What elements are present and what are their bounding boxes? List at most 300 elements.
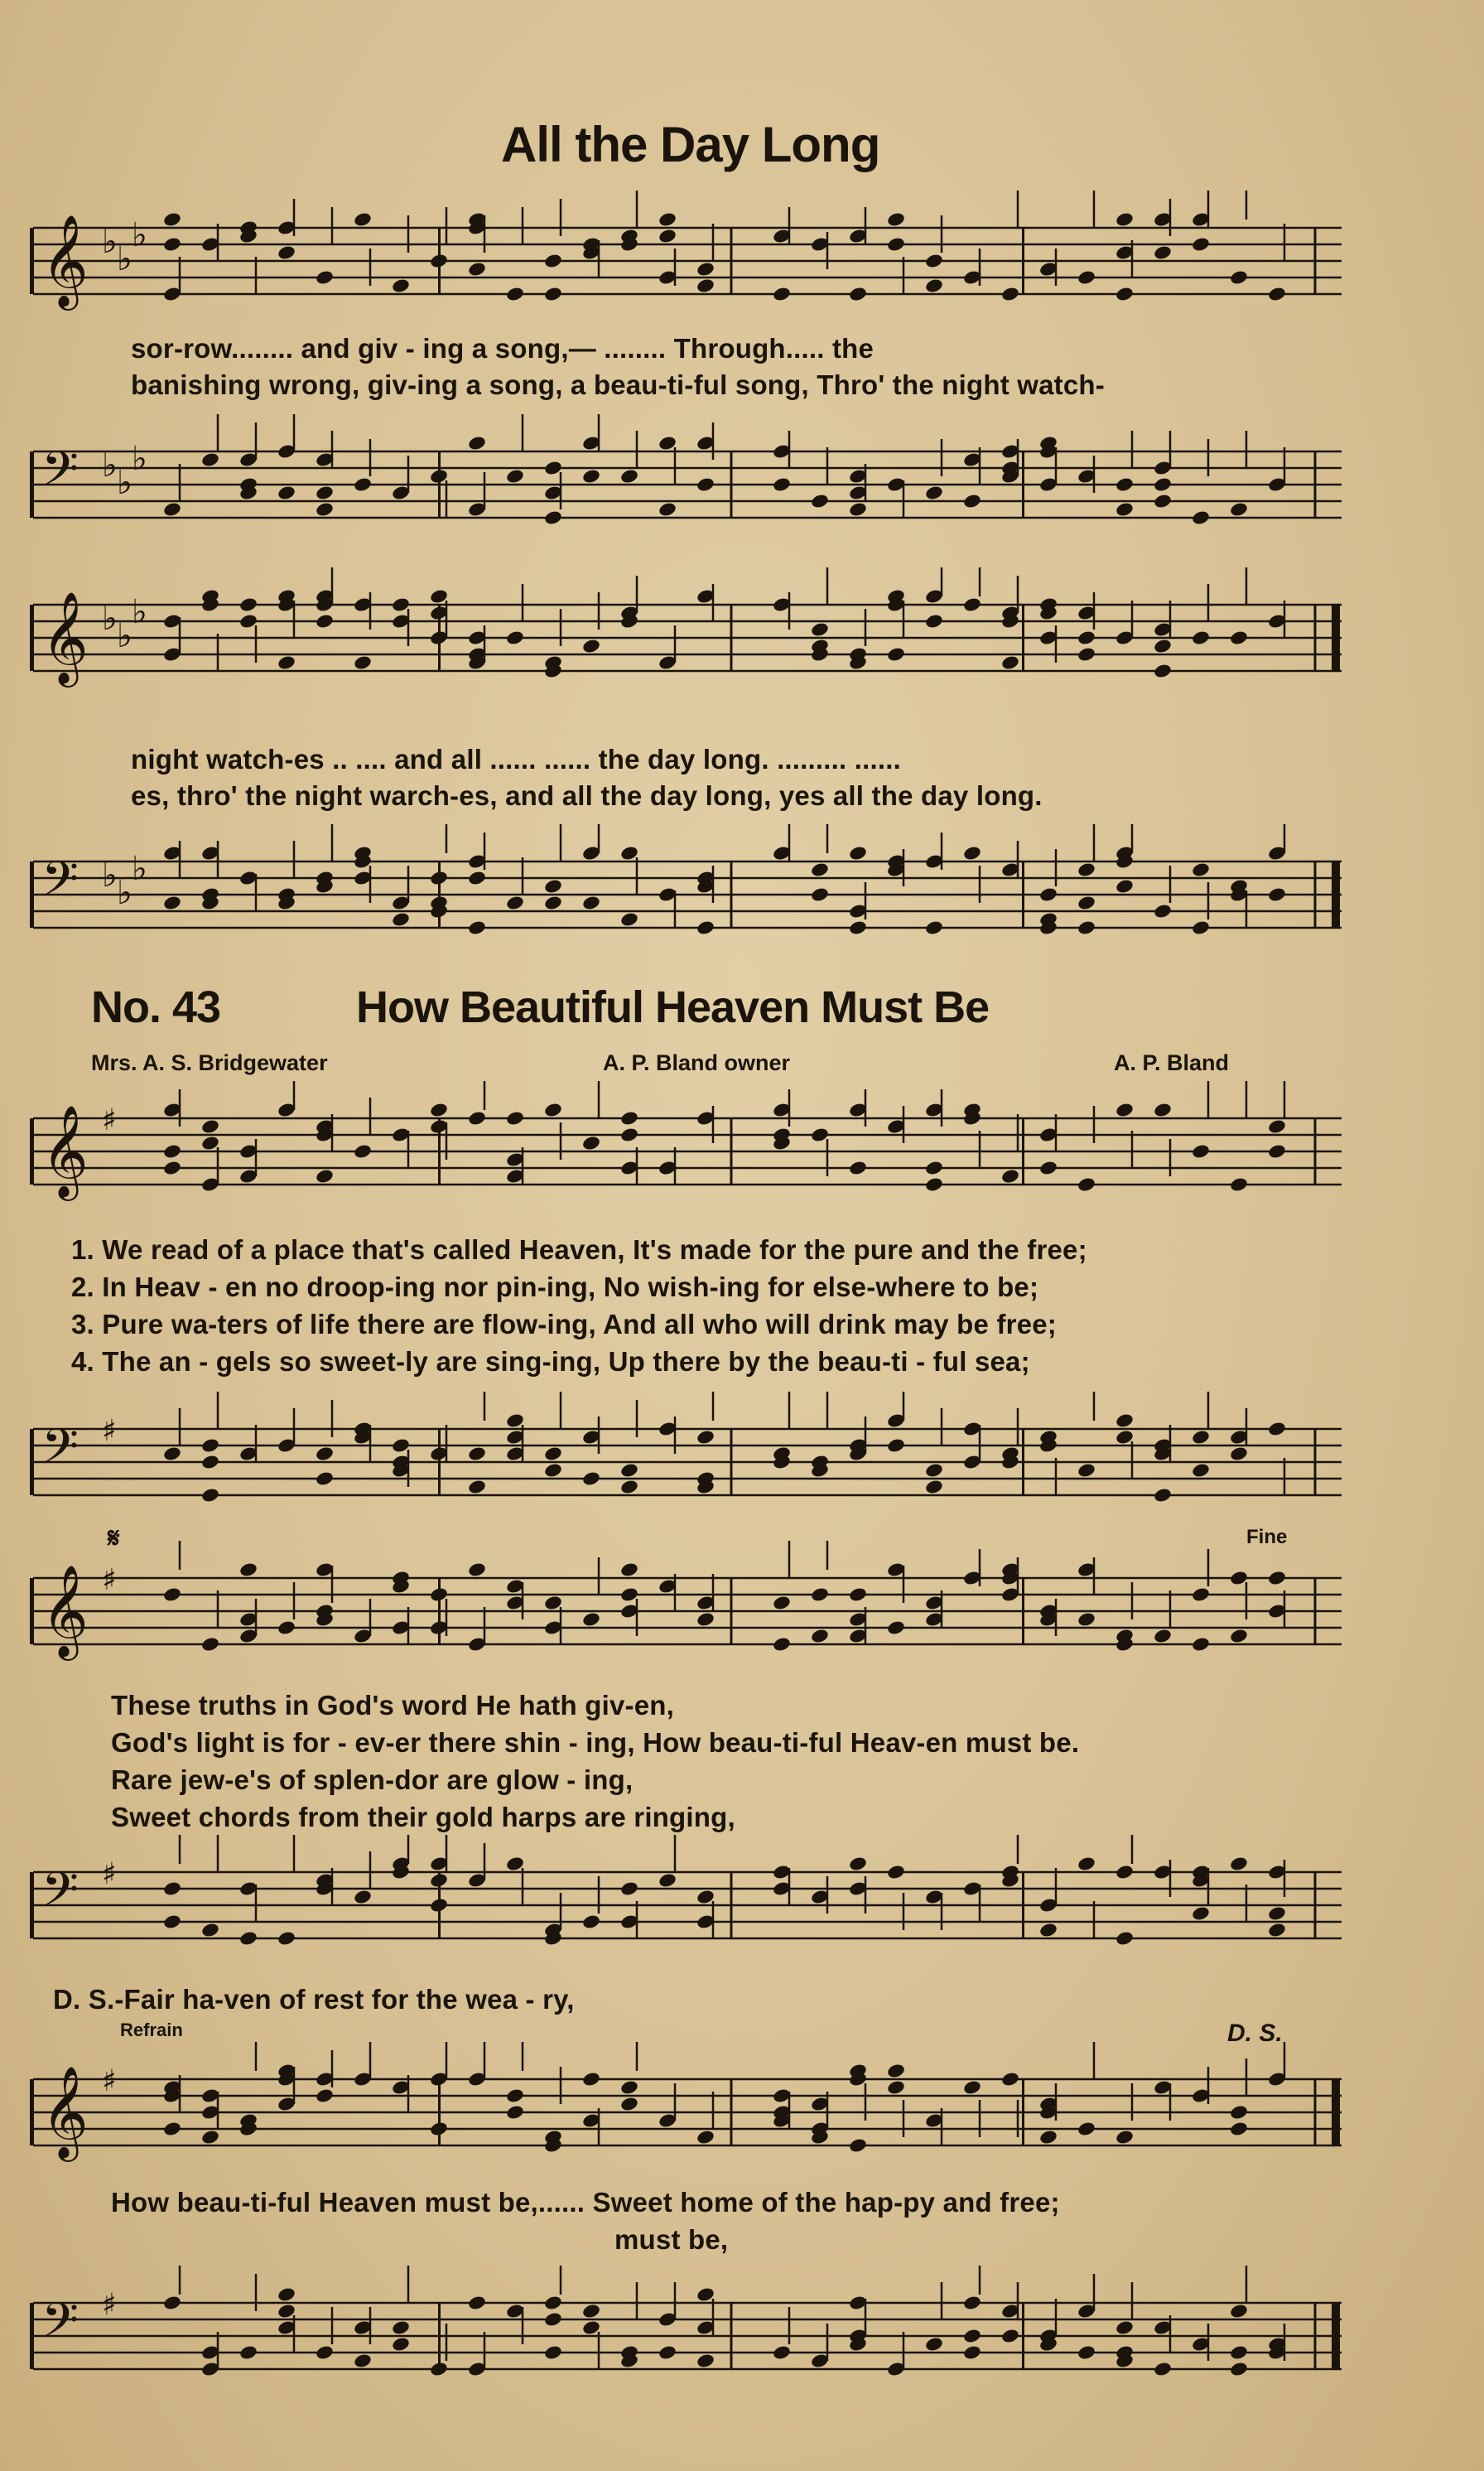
notehead-icon <box>810 621 830 638</box>
notehead-icon <box>658 228 677 244</box>
notehead-icon <box>772 2344 792 2361</box>
notehead-icon <box>696 1611 716 1628</box>
staff-lines <box>23 2042 1348 2183</box>
notehead-icon <box>1115 878 1135 895</box>
notehead-icon <box>1153 493 1173 509</box>
notehead-icon <box>162 1880 182 1897</box>
notehead-icon <box>1191 1143 1211 1160</box>
notehead-icon <box>1267 1421 1287 1437</box>
notehead-icon <box>1191 861 1211 878</box>
sharp-icon: ♯ <box>102 1563 117 1597</box>
notehead-icon <box>1229 501 1249 518</box>
notehead-icon <box>353 476 373 493</box>
notehead-icon <box>315 269 335 286</box>
notehead-icon <box>924 2336 944 2353</box>
sharp-icon: ♯ <box>102 1414 117 1448</box>
notehead-icon <box>1229 2121 1249 2137</box>
notehead-icon <box>505 895 525 911</box>
notehead-icon <box>1191 1905 1211 1922</box>
notehead-icon <box>1153 476 1173 493</box>
flat-icon: ♭ <box>132 593 147 631</box>
notehead-icon <box>581 1135 601 1151</box>
song2-staff-1-bass <box>23 1392 1348 1532</box>
notehead-icon <box>581 1611 601 1628</box>
notehead-icon <box>772 1595 792 1611</box>
notehead-icon <box>848 501 868 518</box>
bass-clef-icon: 𝄢 <box>41 851 80 919</box>
notehead-icon <box>772 1636 792 1653</box>
notehead-icon <box>467 870 487 886</box>
notehead-icon <box>1191 236 1211 253</box>
notehead-icon <box>429 1102 449 1118</box>
notehead-icon <box>696 476 716 493</box>
notehead-icon <box>810 1586 830 1603</box>
notehead-icon <box>429 1897 449 1914</box>
notehead-icon <box>1077 269 1096 286</box>
notehead-icon <box>1229 2104 1249 2121</box>
notehead-icon <box>696 2353 716 2369</box>
staff-lines <box>23 1835 1348 1976</box>
notehead-icon <box>962 2295 982 2311</box>
notehead-icon <box>1153 2361 1173 2377</box>
notehead-icon <box>886 2063 906 2079</box>
notehead-icon <box>1115 476 1135 493</box>
notehead-icon <box>696 1429 716 1445</box>
notehead-icon <box>429 1872 449 1889</box>
notehead-icon <box>848 845 868 861</box>
flat-icon: ♭ <box>132 850 147 888</box>
staff-lines <box>23 1081 1348 1222</box>
notehead-icon <box>1038 1922 1058 1938</box>
treble-clef-icon: 𝄞 <box>41 214 89 306</box>
notehead-icon <box>658 2344 677 2361</box>
song1-lyric-line-3: night watch-es .. .... and all ...... ...... the day long. ......... ...... <box>131 744 901 775</box>
notehead-icon <box>505 2087 525 2104</box>
notehead-icon <box>1077 1856 1096 1872</box>
fine-mark: Fine <box>1246 1526 1288 1548</box>
notehead-icon <box>315 613 335 630</box>
notehead-icon <box>886 211 906 228</box>
notehead-icon <box>581 2303 601 2319</box>
notehead-icon <box>1229 269 1249 286</box>
notehead-icon <box>543 286 563 302</box>
bass-clef-icon: 𝄢 <box>41 1861 80 1929</box>
flat-icon: ♭ <box>117 464 132 502</box>
notehead-icon <box>1115 211 1135 228</box>
notehead-icon <box>1000 2328 1020 2344</box>
song2-staff-2-bass <box>23 1835 1348 1976</box>
song1-lyric-line-4: es, thro' the night warch-es, and all the day long, yes all the day long. <box>131 780 1043 811</box>
notehead-icon <box>1077 919 1096 936</box>
notehead-icon <box>581 468 601 485</box>
bass-clef-icon: 𝄢 <box>41 441 80 509</box>
notehead-icon <box>467 1445 487 1462</box>
final-bar <box>1332 861 1340 928</box>
notehead-icon <box>467 435 487 451</box>
notehead-icon <box>1000 1168 1020 1185</box>
notehead-icon <box>162 1143 182 1160</box>
song1-lyric-line-1: sor-row........ and giv - ing a song,— ........ Through..... the <box>131 333 874 364</box>
staff-lines <box>23 2266 1348 2406</box>
segno-mark: 𝄋 <box>108 1523 120 1554</box>
notehead-icon <box>962 2328 982 2344</box>
notehead-icon <box>353 1143 373 1160</box>
notehead-icon <box>886 1864 906 1880</box>
notehead-icon <box>1000 654 1020 671</box>
notehead-icon <box>543 2344 563 2361</box>
notehead-icon <box>429 2361 449 2377</box>
notehead-icon <box>1115 286 1135 302</box>
notehead-icon <box>238 2344 258 2361</box>
notehead-icon <box>848 2137 868 2154</box>
notehead-icon <box>962 493 982 509</box>
notehead-icon <box>1153 638 1173 654</box>
song2-composer: A. P. Bland <box>1114 1050 1230 1075</box>
notehead-icon <box>1229 630 1249 646</box>
notehead-icon <box>467 919 487 936</box>
notehead-icon <box>810 861 830 878</box>
notehead-icon <box>962 2344 982 2361</box>
notehead-icon <box>1191 1429 1211 1445</box>
notehead-icon <box>162 1160 182 1176</box>
notehead-icon <box>1115 1864 1135 1880</box>
notehead-icon <box>1077 1462 1096 1479</box>
notehead-icon <box>429 2121 449 2137</box>
notehead-icon <box>1077 630 1096 646</box>
notehead-icon <box>238 596 258 613</box>
flat-icon: ♭ <box>102 600 118 638</box>
notehead-icon <box>353 211 373 228</box>
notehead-icon <box>200 451 220 468</box>
notehead-icon <box>1115 1102 1135 1118</box>
notehead-icon <box>619 1110 639 1127</box>
song2-verse-b-2: God's light is for - ev-er there shin - ing, How beau-ti-ful Heav-en must be. <box>111 1727 1080 1758</box>
notehead-icon <box>1115 1412 1135 1429</box>
notehead-icon <box>353 1889 373 1905</box>
notehead-icon <box>810 886 830 903</box>
notehead-icon <box>467 261 487 278</box>
song2-staff-2-treble <box>23 1541 1348 1682</box>
flat-icon: ♭ <box>102 446 118 485</box>
notehead-icon <box>924 278 944 294</box>
notehead-icon <box>1077 895 1096 911</box>
notehead-icon <box>581 638 601 654</box>
notehead-icon <box>924 485 944 501</box>
staff-lines <box>23 414 1348 555</box>
notehead-icon <box>1191 1586 1211 1603</box>
notehead-icon <box>1267 1143 1287 1160</box>
notehead-icon <box>658 1872 677 1889</box>
notehead-icon <box>924 1176 944 1193</box>
notehead-icon <box>658 501 677 518</box>
staff-lines <box>23 191 1348 331</box>
song1-staff-1-bass <box>23 414 1348 555</box>
notehead-icon <box>1191 1636 1211 1653</box>
sharp-icon: ♯ <box>102 2288 117 2322</box>
flat-icon: ♭ <box>132 216 147 254</box>
notehead-icon <box>162 2121 182 2137</box>
notehead-icon <box>162 1586 182 1603</box>
notehead-icon <box>277 2286 296 2303</box>
notehead-icon <box>200 1487 220 1503</box>
notehead-icon <box>581 2071 601 2087</box>
notehead-icon <box>353 654 373 671</box>
notehead-icon <box>886 2079 906 2096</box>
notehead-icon <box>1191 919 1211 936</box>
refrain-staff-treble <box>23 2042 1348 2183</box>
notehead-icon <box>1153 663 1173 679</box>
notehead-icon <box>1229 2344 1249 2361</box>
staff-lines <box>23 1392 1348 1532</box>
refrain-staff-bass <box>23 2266 1348 2406</box>
notehead-icon <box>391 911 411 928</box>
notehead-icon <box>1153 244 1173 261</box>
notehead-icon <box>619 1561 639 1578</box>
notehead-icon <box>962 2079 982 2096</box>
notehead-icon <box>696 2129 716 2145</box>
notehead-icon <box>543 1102 563 1118</box>
staff-lines <box>23 1541 1348 1682</box>
flat-icon: ♭ <box>132 440 147 478</box>
final-bar <box>1332 2303 1340 2369</box>
notehead-icon <box>886 646 906 663</box>
notehead-icon <box>543 1445 563 1462</box>
notehead-icon <box>505 630 525 646</box>
notehead-icon <box>848 1586 868 1603</box>
notehead-icon <box>772 476 792 493</box>
notehead-icon <box>1038 2129 1058 2145</box>
notehead-icon <box>810 1628 830 1644</box>
ds-mark: D. S. <box>1227 2020 1283 2047</box>
notehead-icon <box>1077 2121 1096 2137</box>
treble-clef-icon: 𝄞 <box>41 1104 89 1197</box>
notehead-icon <box>619 2079 639 2096</box>
flat-icon: ♭ <box>117 874 132 912</box>
notehead-icon <box>581 1470 601 1487</box>
notehead-icon <box>391 2336 411 2353</box>
notehead-icon <box>848 919 868 936</box>
song2-verse-1: 1. We read of a place that's called Heaven, It's made for the pure and the free; <box>71 1234 1087 1265</box>
notehead-icon <box>924 613 944 630</box>
refrain-echo-lyric: must be, <box>614 2224 729 2255</box>
sharp-icon: ♯ <box>102 2064 117 2098</box>
bass-clef-icon: 𝄢 <box>41 2292 80 2360</box>
notehead-icon <box>1038 886 1058 903</box>
notehead-icon <box>962 845 982 861</box>
notehead-icon <box>200 1922 220 1938</box>
notehead-icon <box>658 211 677 228</box>
notehead-icon <box>543 253 563 269</box>
notehead-icon <box>886 236 906 253</box>
song2-owner: A. P. Bland owner <box>603 1050 791 1075</box>
notehead-icon <box>1077 1611 1096 1628</box>
notehead-icon <box>1077 646 1096 663</box>
notehead-icon <box>1115 2319 1135 2336</box>
song2-staff-1-treble <box>23 1081 1348 1222</box>
song2-verse-3: 3. Pure wa-ters of life there are flow-ing, And all who will drink may be free; <box>71 1309 1057 1339</box>
flat-icon: ♭ <box>102 223 118 261</box>
notehead-icon <box>619 1880 639 1897</box>
song2-verse-b-4: Sweet chords from their gold harps are ringing, <box>111 1802 735 1832</box>
notehead-icon <box>429 870 449 886</box>
notehead-icon <box>200 2129 220 2145</box>
notehead-icon <box>277 654 296 671</box>
song1-staff-2-bass <box>23 824 1348 965</box>
bass-clef-icon: 𝄢 <box>41 1418 80 1486</box>
notehead-icon <box>162 1914 182 1930</box>
notehead-icon <box>1229 1445 1249 1462</box>
notehead-icon <box>696 278 716 294</box>
notehead-icon <box>1077 2344 1096 2361</box>
notehead-icon <box>277 485 296 501</box>
notehead-icon <box>1267 1118 1287 1135</box>
song1-title: All the Day Long <box>501 117 880 172</box>
notehead-icon <box>886 1619 906 1636</box>
notehead-icon <box>619 1127 639 1143</box>
notehead-icon <box>505 2104 525 2121</box>
notehead-icon <box>619 911 639 928</box>
notehead-icon <box>505 286 525 302</box>
notehead-icon <box>581 895 601 911</box>
song1-staff-2-treble <box>23 567 1348 708</box>
notehead-icon <box>315 485 335 501</box>
notehead-icon <box>1267 886 1287 903</box>
notehead-icon <box>1153 1102 1173 1118</box>
song2-title: How Beautiful Heaven Must Be <box>356 982 990 1032</box>
song2-verse-2: 2. In Heav - en no droop-ing nor pin-ing, No wish-ing for else-where to be; <box>71 1272 1039 1302</box>
notehead-icon <box>238 1930 258 1947</box>
notehead-icon <box>543 878 563 895</box>
notehead-icon <box>1115 501 1135 518</box>
notehead-icon <box>1229 1856 1249 1872</box>
notehead-icon <box>1153 903 1173 919</box>
notehead-icon <box>924 1462 944 1479</box>
song2-number: No. 43 <box>91 982 221 1032</box>
notehead-icon <box>277 1930 296 1947</box>
notehead-icon <box>238 1561 258 1578</box>
notehead-icon <box>315 1470 335 1487</box>
notehead-icon <box>848 1856 868 1872</box>
notehead-icon <box>1229 1176 1249 1193</box>
notehead-icon <box>467 1561 487 1578</box>
refrain-lyric: How beau-ti-ful Heaven must be,...... Sweet home of the hap-py and free; <box>111 2187 1060 2218</box>
notehead-icon <box>1229 1628 1249 1644</box>
notehead-icon <box>467 2295 487 2311</box>
notehead-icon <box>772 286 792 302</box>
final-bar <box>1332 2079 1340 2145</box>
notehead-icon <box>1191 630 1211 646</box>
notehead-icon <box>1229 2361 1249 2377</box>
notehead-icon <box>162 236 182 253</box>
song2-verse-b-1: These truths in God's word He hath giv-en, <box>111 1690 674 1721</box>
song2-verse-4: 4. The an - gels so sweet-ly are sing-ing, Up there by the beau-ti - ful sea; <box>71 1346 1030 1377</box>
notehead-icon <box>924 919 944 936</box>
ds-text-line: D. S.-Fair ha-ven of rest for the wea - ry, <box>53 1984 575 2015</box>
notehead-icon <box>1153 1628 1173 1644</box>
notehead-icon <box>1191 1462 1211 1479</box>
notehead-icon <box>162 895 182 911</box>
notehead-icon <box>200 1636 220 1653</box>
notehead-icon <box>162 211 182 228</box>
notehead-icon <box>277 1619 296 1636</box>
flat-icon: ♭ <box>117 240 132 278</box>
notehead-icon <box>1115 2129 1135 2145</box>
notehead-icon <box>696 919 716 936</box>
sharp-icon: ♯ <box>102 1103 117 1137</box>
notehead-icon <box>353 2353 373 2369</box>
flat-icon: ♭ <box>117 617 132 655</box>
notehead-icon <box>200 1454 220 1470</box>
notehead-icon <box>543 1462 563 1479</box>
notehead-icon <box>1267 1922 1287 1938</box>
notehead-icon <box>924 1479 944 1495</box>
final-bar <box>1332 605 1340 671</box>
notehead-icon <box>543 2311 563 2328</box>
notehead-icon <box>543 2295 563 2311</box>
notehead-icon <box>1191 509 1211 526</box>
notehead-icon <box>1077 861 1096 878</box>
notehead-icon <box>810 493 830 509</box>
notehead-icon <box>315 501 335 518</box>
treble-clef-icon: 𝄞 <box>41 1564 89 1657</box>
notehead-icon <box>619 1479 639 1495</box>
notehead-icon <box>1267 1570 1287 1586</box>
notehead-icon <box>1267 1905 1287 1922</box>
notehead-icon <box>315 1445 335 1462</box>
notehead-icon <box>848 286 868 302</box>
notehead-icon <box>1038 1160 1058 1176</box>
notehead-icon <box>924 253 944 269</box>
notehead-icon <box>581 1914 601 1930</box>
notehead-icon <box>162 501 182 518</box>
notehead-icon <box>543 509 563 526</box>
notehead-icon <box>962 596 982 613</box>
notehead-icon <box>1115 1930 1135 1947</box>
notehead-icon <box>619 1462 639 1479</box>
notehead-icon <box>391 2319 411 2336</box>
notehead-icon <box>1229 2303 1249 2319</box>
notehead-icon <box>162 2295 182 2311</box>
song2-author: Mrs. A. S. Bridgewater <box>91 1050 328 1075</box>
notehead-icon <box>277 244 296 261</box>
notehead-icon <box>315 2087 335 2104</box>
notehead-icon <box>200 1437 220 1454</box>
notehead-icon <box>619 2096 639 2112</box>
notehead-icon <box>1000 286 1020 302</box>
treble-clef-icon: 𝄞 <box>41 2065 89 2158</box>
notehead-icon <box>848 1160 868 1176</box>
notehead-icon <box>315 1168 335 1185</box>
notehead-icon <box>924 1160 944 1176</box>
notehead-icon <box>505 468 525 485</box>
song1-lyric-line-2: banishing wrong, giv-ing a song, a beau-ti-ful song, Thro' the night watch- <box>131 369 1105 400</box>
sharp-icon: ♯ <box>102 1857 117 1891</box>
notehead-icon <box>696 261 716 278</box>
notehead-icon <box>619 468 639 485</box>
song1-staff-1-treble <box>23 191 1348 331</box>
notehead-icon <box>429 253 449 269</box>
treble-clef-icon: 𝄞 <box>41 591 89 683</box>
flat-icon: ♭ <box>102 857 118 895</box>
refrain-label: Refrain <box>120 2020 183 2040</box>
staff-lines <box>23 567 1348 708</box>
notehead-icon <box>505 1110 525 1127</box>
notehead-icon <box>886 1437 906 1454</box>
notehead-icon <box>391 278 411 294</box>
notehead-icon <box>315 2344 335 2361</box>
notehead-icon <box>162 1445 182 1462</box>
notehead-icon <box>1077 1176 1096 1193</box>
